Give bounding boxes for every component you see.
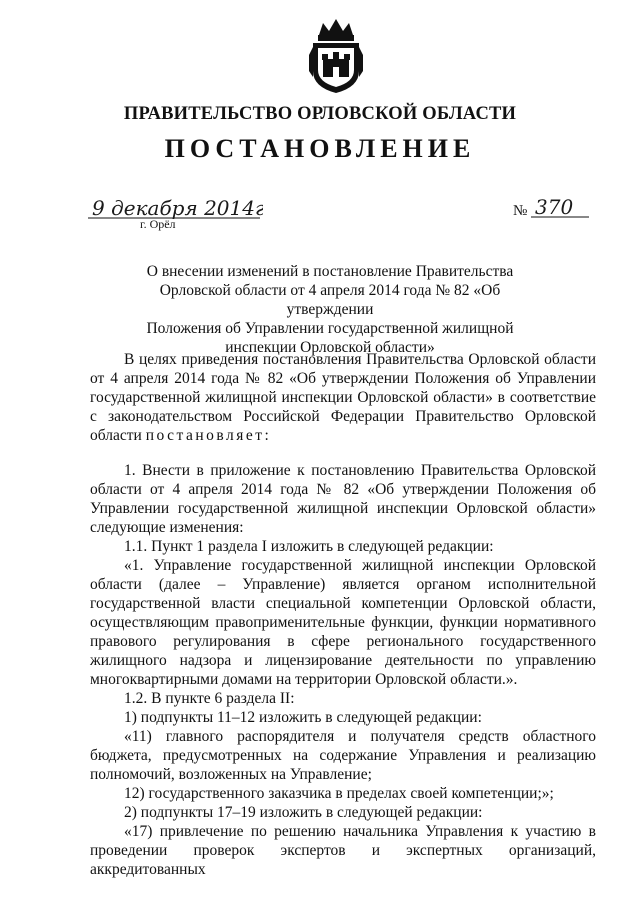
organization-name: ПРАВИТЕЛЬСТВО ОРЛОВСКОЙ ОБЛАСТИ	[123, 104, 517, 124]
number-label: №	[513, 203, 528, 219]
decree-word: постановляет:	[145, 427, 272, 444]
title-line: Орловской области от 4 апреля 2014 года № 82 «Об утверждении	[159, 282, 501, 318]
paragraph-1-1-text: «1. Управление государственной жилищной инспекции Орловской области (далее – Управление) является органом исполнительной государственной власти специальной компетенции Орловской области, осуществляющим правоприменительные функции, функции нормативного правового регулирования в сфере регионального государственного жилищного надзора и лицензирование деятельности по управлению многоквартирными домами на территории Орловской области.».	[90, 557, 596, 688]
title-line: инспекции Орловской области»	[225, 339, 435, 356]
handwritten-number	[531, 195, 591, 221]
paragraph-1: 1. Внести в приложение к постановлению Правительства Орловской области от 4 апреля 2014 года № 82 «Об утверждении Положения об Управлении государственной жилищной инспекции Орловской области» следующие изменения:	[90, 462, 596, 536]
title-line: О внесении изменений в постановление Правительства	[146, 263, 514, 280]
subparagraph-17: «17) привлечение по решению начальника Управления к участию в проведении проверок экспертов и экспертных организаций, аккредитованных	[90, 823, 596, 878]
paragraph-1-1: 1.1. Пункт 1 раздела I изложить в следующей редакции:	[124, 538, 494, 555]
orel-coat-of-arms-icon	[305, 15, 367, 95]
subparagraph-12: 12) государственного заказчика в пределах своей компетенции;»;	[124, 785, 554, 802]
title-line: Положения об Управлении государственной жилищной	[146, 320, 514, 337]
preamble-paragraph	[90, 350, 596, 445]
subparagraph-2: 2) подпункты 17–19 изложить в следующей редакции:	[124, 804, 483, 821]
subparagraph-11: «11) главного распорядителя и получателя средств областного бюджета, предусмотренных на содержание Управления и реализацию полномочий, возложенных на Управление;	[90, 728, 596, 783]
city: г. Орёл	[140, 217, 176, 231]
subparagraph-1: 1) подпункты 11–12 изложить в следующей редакции:	[124, 709, 482, 726]
date-signature-text: 9 декабря 2014г.	[92, 196, 263, 220]
document-body	[90, 350, 596, 879]
paragraph-1-2: 1.2. В пункте 6 раздела II:	[124, 690, 295, 707]
document-title	[120, 262, 540, 357]
document-type: ПОСТАНОВЛЕНИЕ	[164, 134, 476, 163]
number-signature-text: 370	[535, 195, 574, 219]
preamble-text: В целях приведения постановления Правительства Орловской области от 4 апреля 2014 года № 82 «Об утверждении Положения об Управлении государственной жилищной инспекции Орловской области» в соответствие с законодательством Российской Федерации Правительство Орловской области	[90, 351, 596, 444]
